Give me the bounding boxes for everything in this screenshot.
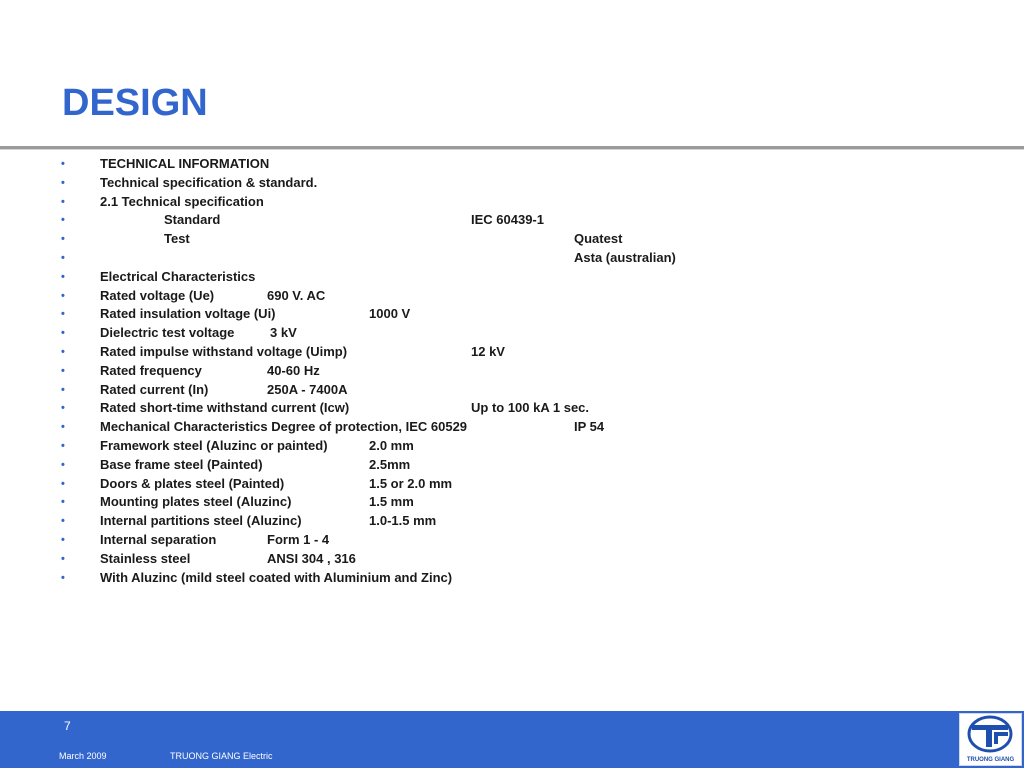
bullet-icon: • [61,533,65,546]
item-label: TECHNICAL INFORMATION [100,156,270,171]
list-item [0,174,1024,193]
item-value: IP 54 [574,419,605,435]
bullet-icon: • [61,158,65,170]
item-label: Standard [164,212,221,228]
list-item [0,475,1024,494]
item-value: Up to 100 kA 1 sec. [471,400,590,416]
item-label: Doors & plates steel (Painted) [100,475,285,491]
item-label: Rated frequency [100,362,202,378]
list-item [0,193,1024,212]
item-label: Internal partitions steel (Aluzinc) [100,513,302,529]
list-item [0,155,1024,174]
list-item [0,305,1024,324]
bullet-icon: • [61,233,65,246]
list-item [0,324,1024,343]
bullet-icon: • [61,251,65,264]
bullet-icon: • [61,308,65,321]
list-item [0,399,1024,418]
item-label: Mounting plates steel (Aluzinc) [100,494,292,510]
bullet-icon: • [61,327,65,340]
footer-company: TRUONG GIANG Electric [170,751,273,761]
bullet-icon: • [61,214,65,227]
list-item [0,512,1024,531]
item-label: Rated short-time withstand current (Icw) [100,400,350,416]
item-label: Rated current (In) [100,381,209,397]
bullet-icon: • [61,176,65,189]
bullet-list [0,155,1024,587]
list-item [0,211,1024,230]
bullet-icon: • [61,289,65,302]
bullet-icon: • [61,421,65,434]
bullet-icon: • [61,477,65,490]
page-number: 7 [64,719,71,733]
item-value: Quatest [574,231,623,247]
slide-title: DESIGN [62,82,208,124]
list-item [0,418,1024,437]
bullet-icon: • [61,364,65,377]
item-label: Stainless steel [100,550,191,566]
item-value: 1000 V [369,306,411,322]
footer-bar [0,711,1024,768]
bullet-icon: • [61,458,65,471]
list-item [0,287,1024,306]
list-item [0,249,1024,268]
bullet-icon: • [61,439,65,452]
title-divider [0,146,1024,149]
item-value: 12 kV [471,343,505,359]
bullet-icon: • [61,552,65,565]
item-value: 2.0 mm [369,437,414,453]
list-item [0,362,1024,381]
item-label: Rated voltage (Ue) [100,287,215,303]
item-value: ANSI 304 , 316 [267,550,356,566]
item-value: 2.5mm [369,456,411,472]
bullet-icon: • [61,571,65,584]
list-item [0,343,1024,362]
item-label: Framework steel (Aluzinc or painted) [100,437,328,453]
list-item [0,493,1024,512]
item-value: 250A - 7400A [267,381,348,397]
bullet-icon: • [61,515,65,528]
item-value: 1.5 mm [369,494,414,510]
item-label: Electrical Characteristics [100,268,256,284]
bullet-icon: • [61,383,65,396]
item-value: IEC 60439-1 [471,212,544,228]
list-item [0,230,1024,249]
item-label: Rated insulation voltage (Ui) [100,306,276,322]
logo-emblem-icon [960,714,1021,754]
item-label: Technical specification & standard. [100,174,318,190]
item-value: 40-60 Hz [267,362,320,378]
bullet-icon: • [61,195,65,208]
list-item [0,569,1024,588]
list-item [0,437,1024,456]
list-item [0,531,1024,550]
bullet-icon: • [61,402,65,415]
item-label: Base frame steel (Painted) [100,456,263,472]
item-label: Internal separation [100,531,217,547]
item-value: Form 1 - 4 [267,531,330,547]
item-value: 3 kV [270,325,297,341]
item-label: Rated impulse withstand voltage (Uimp) [100,343,348,359]
item-label: 2.1 Technical specification [100,193,264,209]
item-label: Dielectric test voltage [100,325,235,341]
item-label: With Aluzinc (mild steel coated with Aluminium and Zinc) [100,569,453,585]
item-value: 1.0-1.5 mm [369,513,437,529]
item-value: 1.5 or 2.0 mm [369,475,453,491]
list-item [0,456,1024,475]
company-logo [959,713,1022,766]
list-item [0,268,1024,287]
item-label: Mechanical Characteristics Degree of protection, IEC 60529 [100,419,468,435]
bullet-icon: • [61,496,65,509]
list-item [0,381,1024,400]
item-label: Asta (australian) [574,249,676,265]
list-item [0,550,1024,569]
footer-date: March 2009 [59,751,107,761]
item-value: 690 V. AC [267,287,326,303]
bullet-icon: • [61,345,65,358]
item-label: Test [164,231,190,247]
bullet-icon: • [61,270,65,283]
logo-text: TRUONG GIANG [966,757,1015,763]
